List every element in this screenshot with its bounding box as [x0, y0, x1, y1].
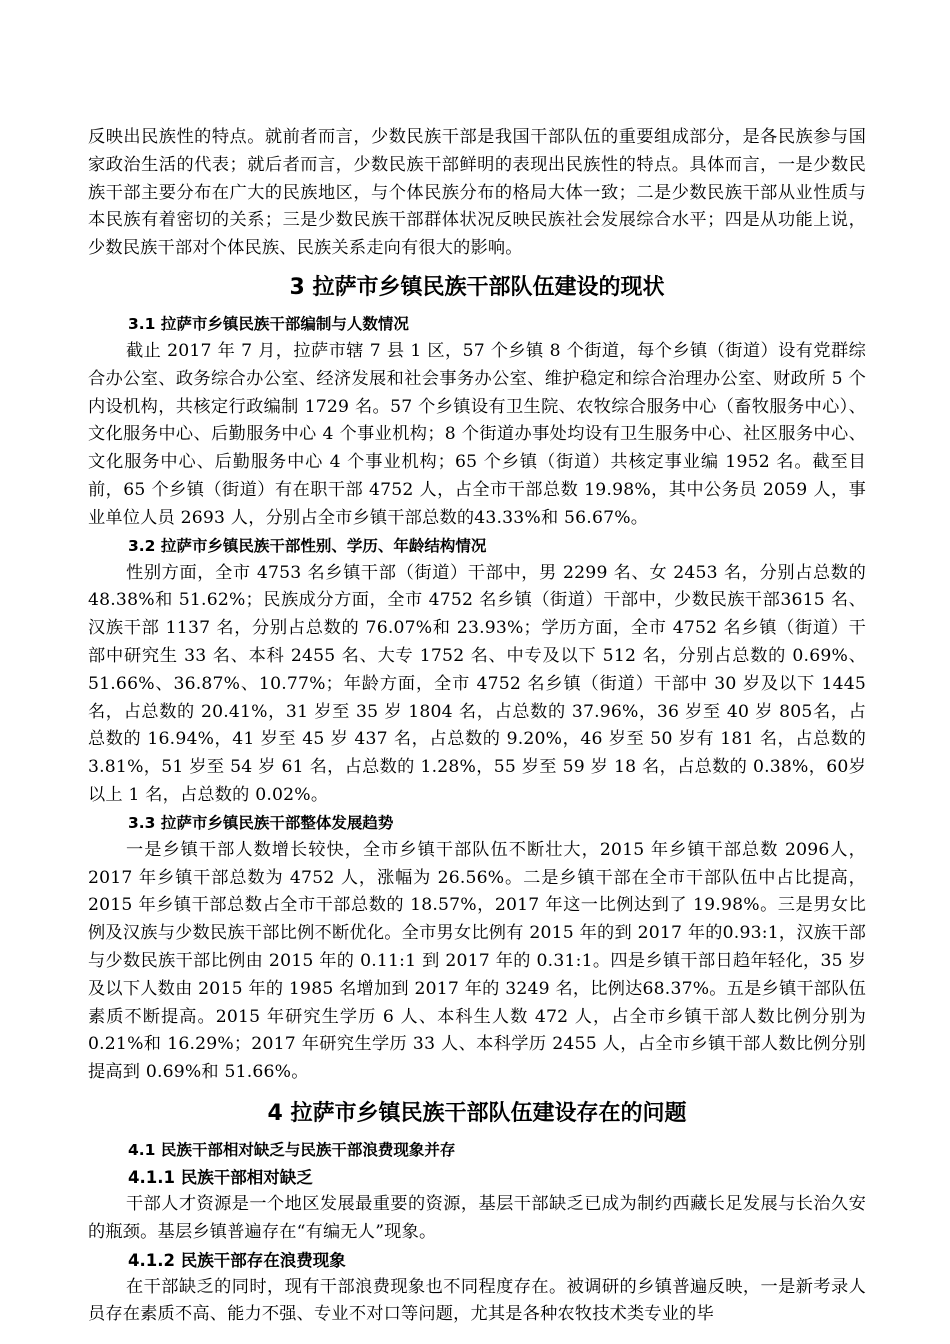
section-3-1-heading: 3.1 拉萨市乡镇民族干部编制与人数情况 [128, 314, 409, 333]
section-3-3-heading: 3.3 拉萨市乡镇民族干部整体发展趋势 [128, 813, 394, 832]
section-3-heading: 3 拉萨市乡镇民族干部队伍建设的现状 [289, 274, 665, 300]
section-3-1-paragraph: 截止 2017 年 7 月，拉萨市辖 7 县 1 区，57 个乡镇 8 个街道，每个乡镇（街道）设有党群综合办公室、政务综合办公室、经济发展和社会事务办公室、维护稳定和综合治理办公室、财政所 5 个内设机构，共核定行政编制 1729 名。57 个乡镇设有卫生院、农牧综合服务中心（畜牧服务中心）、文化服务中心、后勤服务中心 4 个事业机构；8 个街道办事处均设有卫生服务中心、社区服务中心、文化服务中心、后勤服务中心 4 个事业机构；65 个乡镇（街道）共核定事业编 1952 名。截至目前，65 个乡镇（街道）有在职干部 4752 人，占全市干部总数 19.98%，其中公务员 2059 人，事业单位人员 2693 人，分别占全市乡镇干部总数的43.33%和 56.67%。 [88, 340, 866, 528]
section-4-1-1-heading: 4.1.1 民族干部相对缺乏 [128, 1167, 313, 1187]
section-4-1-2-paragraph: 在干部缺乏的同时，现有干部浪费现象也不同程度存在。被调研的乡镇普遍反映，一是新考录人员存在素质不高、能力不强、专业不对口等问题，尤其是各种农牧技术类专业的毕 [88, 1276, 866, 1325]
intro-paragraph: 反映出民族性的特点。就前者而言，少数民族干部是我国干部队伍的重要组成部分，是各民族参与国家政治生活的代表；就后者而言，少数民族干部鲜明的表现出民族性的特点。具体而言，一是少数民族干部主要分布在广大的民族地区，与个体民族分布的格局大体一致；二是少数民族干部从业性质与本民族有着密切的关系；三是少数民族干部群体状况反映民族社会发展综合水平；四是从功能上说，少数民族干部对个体民族、民族关系走向有很大的影响。 [88, 127, 866, 259]
section-4-1-heading: 4.1 民族干部相对缺乏与民族干部浪费现象并存 [128, 1140, 456, 1159]
section-4-1-1-paragraph: 干部人才资源是一个地区发展最重要的资源，基层干部缺乏已成为制约西藏长足发展与长治久安的瓶颈。基层乡镇普遍存在“有编无人”现象。 [88, 1193, 866, 1242]
section-3-2-heading: 3.2 拉萨市乡镇民族干部性别、学历、年龄结构情况 [128, 536, 487, 555]
document-page [88, 120, 866, 1329]
section-4-heading: 4 拉萨市乡镇民族干部队伍建设存在的问题 [267, 1100, 687, 1126]
section-3-2-paragraph: 性别方面，全市 4753 名乡镇干部（街道）干部中，男 2299 名、女 2453 名，分别占总数的 48.38%和 51.62%；民族成分方面，全市 4752 名乡镇（街道）干部中，少数民族干部3615 名、汉族干部 1137 名，分别占总数的 76.07%和 23.93%；学历方面，全市 4752 名乡镇（街道）干部中研究生 33 名、本科 2455 名、大专 1752 名、中专及以下 512 名，分别占总数的 0.69%、51.66%、36.87%、10.77%；年龄方面，全市 4752 名乡镇（街道）干部中 30 岁及以下 1445 名，占总数的 20.41%，31 岁至 35 岁 1804 名，占总数的 37.96%，36 岁至 40 岁 805名，占总数的 16.94%，41 岁至 45 岁 437 名，占总数的 9.20%，46 岁至 50 岁有 181 名，占总数的 3.81%，51 岁至 54 岁 61 名，占总数的 1.28%，55 岁至 59 岁 18 名，占总数的 0.38%，60岁以上 1 名，占总数的 0.02%。 [88, 562, 866, 805]
section-3-3-paragraph: 一是乡镇干部人数增长较快，全市乡镇干部队伍不断壮大，2015 年乡镇干部总数 2096人，2017 年乡镇干部总数为 4752 人，涨幅为 26.56%。二是乡镇干部在全市干部队伍中占比提高，2015 年乡镇干部总数占全市干部总数的 18.57%，2017 年这一比例达到了 19.98%。三是男女比例及汉族与少数民族干部比例不断优化。全市男女比例有 2015 年的到 2017 年的0.93:1，汉族干部与少数民族干部比例由 2015 年的 0.11:1 到 2017 年的 0.31:1。四是乡镇干部日趋年轻化，35 岁及以下人数由 2015 年的 1985 名增加到 2017 年的 3249 名，比例达68.37%。五是乡镇干部队伍素质不断提高。2015 年研究生学历 6 人、本科生人数 472 人，占全市乡镇干部人数比例分别为 0.21%和 16.29%；2017 年研究生学历 33 人、本科学历 2455 人，占全市乡镇干部人数比例分别提高到 0.69%和 51.66%。 [88, 839, 866, 1083]
section-4-1-2-heading: 4.1.2 民族干部存在浪费现象 [128, 1250, 346, 1270]
